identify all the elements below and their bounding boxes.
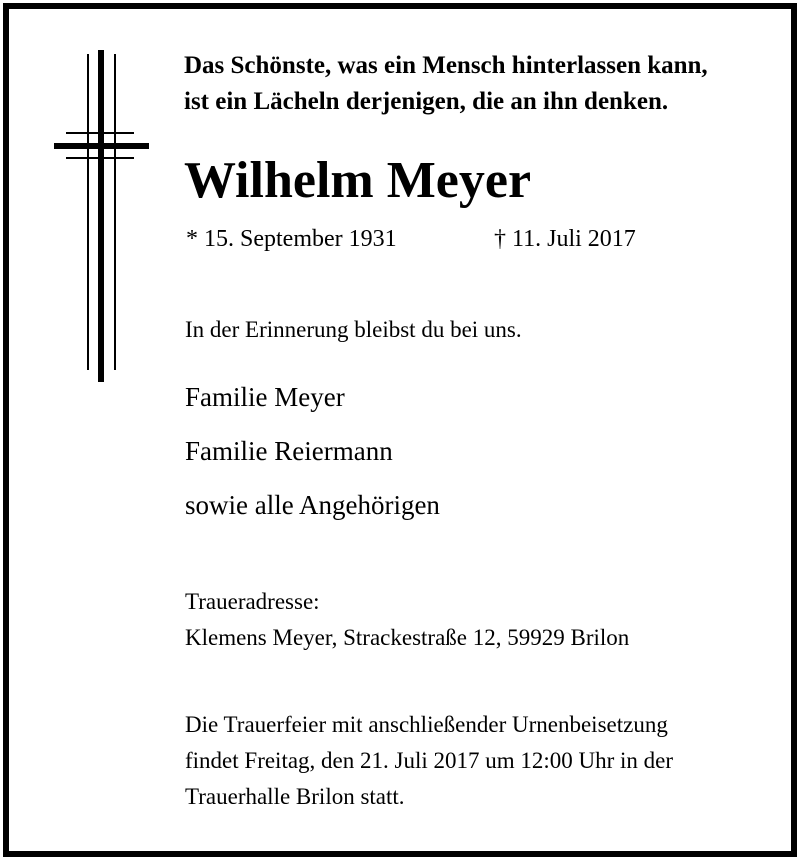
- death-date: † 11. Juli 2017: [494, 226, 636, 252]
- cross-icon: [52, 50, 152, 382]
- address-value: Klemens Meyer, Strackestraße 12, 59929 Brilon: [185, 625, 630, 650]
- mourning-address: [185, 584, 629, 656]
- closing-line: In der Erinnerung bleibst du bei uns.: [185, 317, 522, 342]
- birth-date: * 15. September 1931: [186, 226, 397, 252]
- motto-line-1: Das Schönste, was ein Mensch hinterlassen kann,: [184, 52, 708, 79]
- mourners-list: [185, 370, 440, 532]
- ceremony-line-3: Trauerhalle Brilon statt.: [185, 784, 405, 809]
- deceased-name: Wilhelm Meyer: [184, 152, 532, 209]
- motto-line-2: ist ein Lächeln derjenigen, die an ihn denken.: [184, 88, 669, 115]
- mourner-item: Familie Meyer: [185, 382, 345, 412]
- motto: [184, 48, 708, 120]
- ceremony-line-2: findet Freitag, den 21. Juli 2017 um 12:00 Uhr in der: [185, 748, 674, 773]
- ceremony-notice: [185, 707, 673, 815]
- mourner-item: sowie alle Angehörigen: [185, 490, 440, 520]
- mourner-item: Familie Reiermann: [185, 436, 393, 466]
- ceremony-line-1: Die Trauerfeier mit anschließender Urnenbeisetzung: [185, 712, 668, 737]
- address-label: Traueradresse:: [185, 589, 320, 614]
